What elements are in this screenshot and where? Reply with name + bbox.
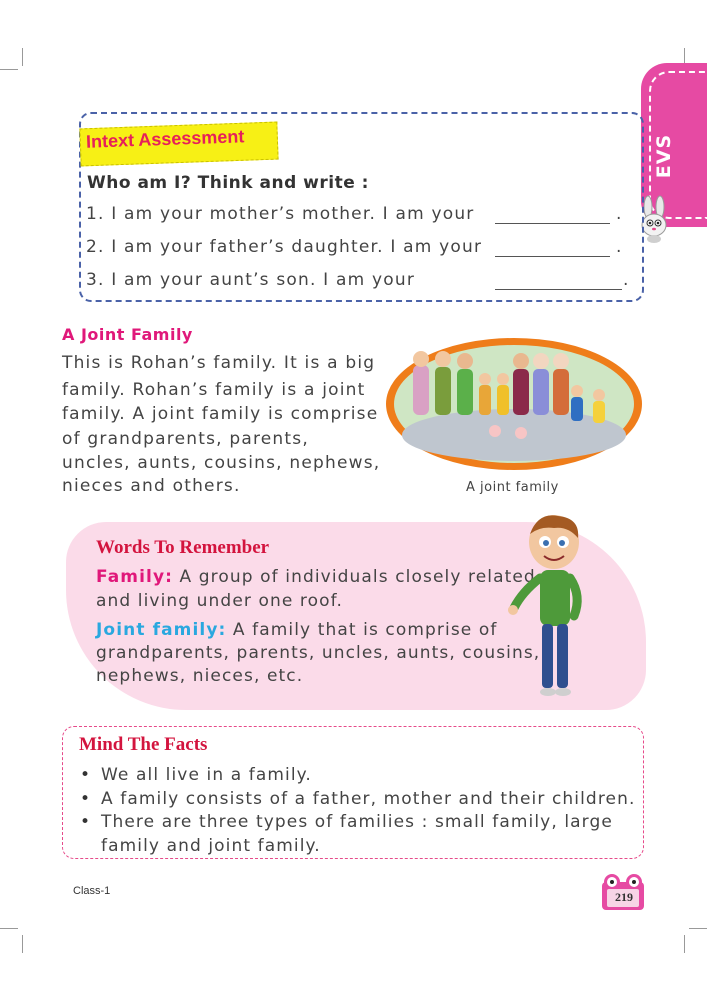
joint-family-term: Joint family: — [96, 620, 227, 640]
evs-tab-label: EVS — [653, 133, 675, 179]
joint-family-definition: A family that is comprise of — [226, 620, 498, 640]
assessment-title: Intext Assessment — [85, 126, 245, 152]
fact-bullet: • — [80, 765, 91, 785]
evs-tab-label-wrap — [641, 126, 687, 186]
fact-item: A family consists of a father, mother and their children. — [101, 789, 636, 809]
joint-family-definition-line — [96, 620, 497, 640]
boy-character-illustration — [508, 512, 600, 700]
joint-family-heading: A Joint Family — [62, 325, 193, 344]
family-term: Family: — [96, 567, 174, 587]
question-2: 2. I am your father’s daughter. I am your — [86, 237, 483, 257]
joint-family-text-line: This is Rohan’s family. It is a big — [62, 353, 376, 373]
fact-bullet: • — [80, 789, 91, 809]
fact-bullet: • — [80, 812, 91, 832]
joint-family-text-line: uncles, aunts, cousins, nephews, — [62, 453, 381, 473]
family-definition: A group of individuals closely related — [173, 567, 536, 587]
question-2-end: . — [616, 237, 622, 257]
joint-family-caption: A joint family — [466, 480, 559, 495]
fact-item: There are three types of families : small family, large — [101, 812, 613, 832]
crop-mark — [22, 48, 23, 66]
crop-mark — [684, 935, 685, 953]
fact-item-continued: family and joint family. — [101, 836, 321, 856]
joint-family-text-line: family. Rohan’s family is a joint — [62, 380, 366, 400]
joint-family-illustration — [383, 335, 645, 473]
assessment-subtitle: Who am I? Think and write : — [87, 173, 369, 193]
crop-mark — [22, 935, 23, 953]
question-3: 3. I am your aunt’s son. I am your — [86, 270, 416, 290]
question-1: 1. I am your mother’s mother. I am your — [86, 204, 475, 224]
joint-family-text-line: nieces and others. — [62, 476, 241, 496]
joint-family-text-line: family. A joint family is comprise — [62, 404, 379, 424]
question-3-end: . — [623, 270, 629, 290]
family-definition-line-2: and living under one roof. — [96, 591, 343, 611]
joint-family-definition-line-3: nephews, nieces, etc. — [96, 666, 304, 686]
fact-item: We all live in a family. — [101, 765, 312, 785]
family-definition-line — [96, 567, 536, 587]
mind-the-facts-title: Mind The Facts — [79, 734, 208, 755]
crop-mark — [0, 69, 18, 70]
joint-family-definition-line-2: grandparents, parents, uncles, aunts, cousins, — [96, 643, 541, 663]
page-number: 219 — [615, 890, 633, 904]
crop-mark — [0, 928, 18, 929]
class-label: Class-1 — [73, 885, 111, 897]
crop-mark — [689, 928, 707, 929]
words-to-remember-title: Words To Remember — [96, 537, 270, 558]
answer-blank-2[interactable] — [495, 256, 610, 257]
answer-blank-3[interactable] — [495, 289, 622, 290]
question-1-end: . — [616, 204, 622, 224]
answer-blank-1[interactable] — [495, 223, 610, 224]
joint-family-text-line: of grandparents, parents, — [62, 429, 309, 449]
